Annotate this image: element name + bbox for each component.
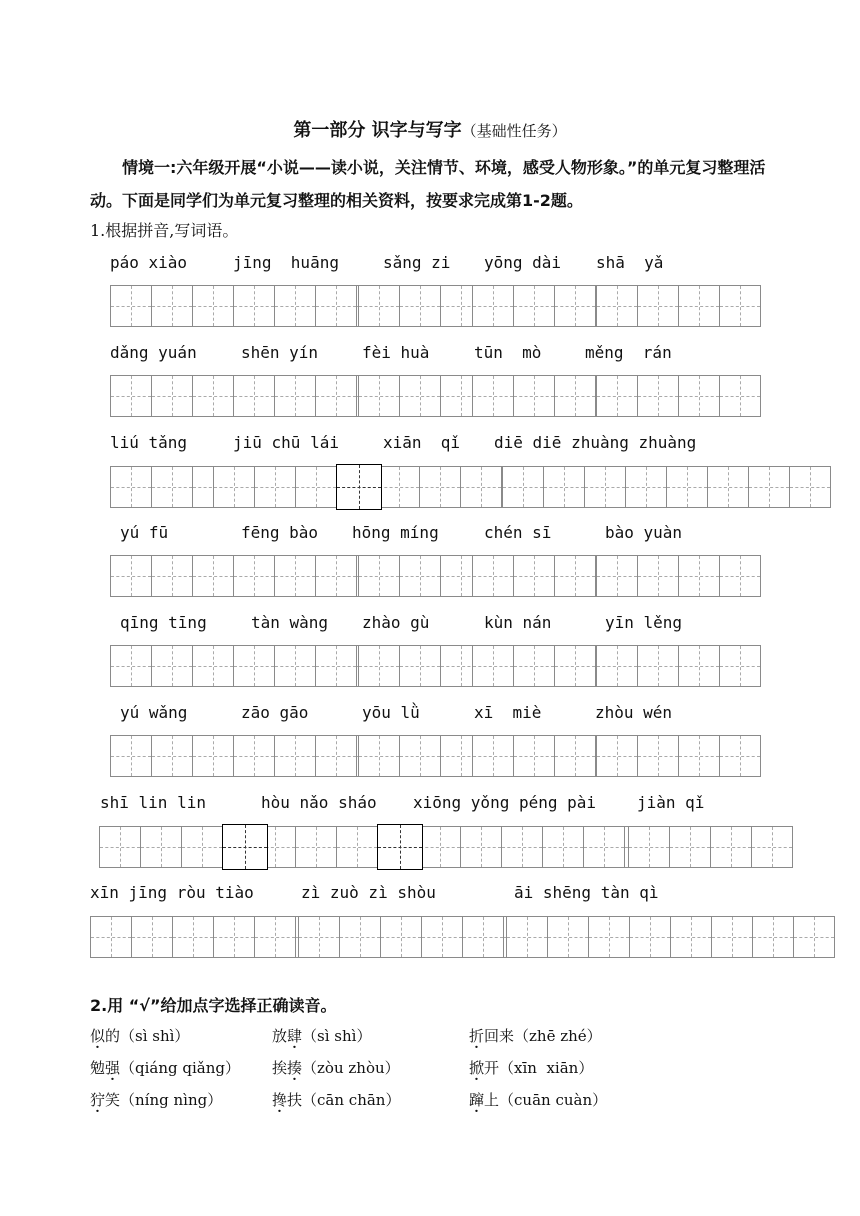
writing-cell[interactable]: [131, 916, 173, 958]
pinyin-label: fèi huà: [362, 343, 430, 362]
writing-cell[interactable]: [637, 645, 679, 687]
writing-cell[interactable]: [254, 466, 296, 508]
writing-cell[interactable]: [254, 916, 296, 958]
writing-grid: [254, 826, 423, 870]
writing-grid: [596, 735, 761, 777]
writing-cell[interactable]: [99, 826, 141, 868]
pinyin-label: shā yǎ: [596, 253, 664, 272]
pinyin-label: zāo gāo: [241, 703, 309, 722]
writing-cell[interactable]: [719, 555, 761, 597]
option-readings: 开（xīn xiān）: [484, 1059, 594, 1077]
writing-cell[interactable]: [315, 375, 357, 417]
dotted-character: 肆: [287, 1027, 303, 1045]
writing-cell[interactable]: [472, 285, 514, 327]
writing-cell[interactable]: [399, 645, 441, 687]
writing-cell[interactable]: [90, 916, 132, 958]
option-readings: 上（cuān cuàn）: [484, 1091, 608, 1109]
writing-cell[interactable]: [336, 826, 378, 868]
writing-cell[interactable]: [719, 285, 761, 327]
writing-cell[interactable]: [472, 555, 514, 597]
writing-cell[interactable]: [596, 645, 638, 687]
writing-cell[interactable]: [140, 826, 182, 868]
writing-cell[interactable]: [192, 555, 234, 597]
pronunciation-option[interactable]: [469, 1057, 593, 1078]
writing-cell[interactable]: [547, 916, 589, 958]
pinyin-label: zì zuò zì shòu: [301, 883, 436, 902]
writing-cell[interactable]: [629, 916, 671, 958]
writing-cell[interactable]: [233, 645, 275, 687]
writing-cell[interactable]: [295, 466, 337, 508]
writing-cell[interactable]: [399, 555, 441, 597]
dotted-character: 蹿: [469, 1091, 485, 1109]
writing-grid: [596, 285, 761, 327]
writing-cell[interactable]: [462, 916, 504, 958]
option-readings: 的（sì shì）: [105, 1027, 190, 1045]
writing-cell[interactable]: [274, 375, 316, 417]
writing-cell[interactable]: [678, 285, 720, 327]
writing-cell[interactable]: [358, 645, 400, 687]
writing-cell[interactable]: [554, 735, 596, 777]
writing-cell[interactable]: [554, 645, 596, 687]
pinyin-label: kùn nán: [484, 613, 552, 632]
pronunciation-option[interactable]: [272, 1057, 400, 1078]
pinyin-label: āi shēng tàn qì: [514, 883, 659, 902]
writing-cell[interactable]: [710, 826, 752, 868]
writing-cell[interactable]: [719, 735, 761, 777]
pinyin-label: jīng huāng: [233, 253, 339, 272]
writing-cell[interactable]: [502, 466, 544, 508]
writing-cell[interactable]: [151, 555, 193, 597]
writing-cell-highlight[interactable]: [377, 824, 423, 870]
writing-cell[interactable]: [711, 916, 753, 958]
writing-cell[interactable]: [637, 555, 679, 597]
writing-cell[interactable]: [315, 285, 357, 327]
writing-cell[interactable]: [151, 645, 193, 687]
writing-cell[interactable]: [719, 645, 761, 687]
writing-cell[interactable]: [233, 375, 275, 417]
pinyin-label: yīn lěng: [605, 613, 683, 632]
writing-cell[interactable]: [110, 735, 152, 777]
writing-cell[interactable]: [596, 285, 638, 327]
pinyin-label: shēn yín: [241, 343, 319, 362]
writing-cell[interactable]: [513, 375, 555, 417]
writing-cell[interactable]: [543, 466, 585, 508]
writing-cell[interactable]: [554, 375, 596, 417]
pinyin-label: zhòu wén: [595, 703, 673, 722]
writing-cell[interactable]: [637, 375, 679, 417]
dotted-character: 掀: [469, 1059, 485, 1077]
writing-cell[interactable]: [192, 285, 234, 327]
pinyin-label: yōng dài: [484, 253, 562, 272]
pinyin-label: páo xiào: [110, 253, 188, 272]
writing-cell[interactable]: [719, 375, 761, 417]
dotted-character: 狞: [90, 1091, 106, 1109]
writing-cell[interactable]: [419, 466, 461, 508]
writing-cell[interactable]: [513, 285, 555, 327]
pronunciation-option[interactable]: [90, 1089, 222, 1110]
option-prefix: 挨: [272, 1059, 288, 1077]
writing-cell[interactable]: [151, 466, 193, 508]
writing-cell[interactable]: [542, 826, 584, 868]
writing-cell[interactable]: [670, 916, 712, 958]
writing-cell[interactable]: [419, 826, 461, 868]
writing-grid: [213, 466, 382, 510]
pinyin-label: diē diē zhuàng zhuàng: [494, 433, 697, 452]
option-readings: （sì shì）: [302, 1027, 372, 1045]
pinyin-label: bào yuàn: [605, 523, 683, 542]
writing-cell[interactable]: [274, 735, 316, 777]
writing-cell[interactable]: [151, 375, 193, 417]
writing-cell[interactable]: [584, 466, 626, 508]
option-prefix: 勉: [90, 1059, 106, 1077]
writing-cell[interactable]: [181, 826, 223, 868]
writing-cell[interactable]: [339, 916, 381, 958]
pinyin-label: chén sī: [484, 523, 552, 542]
pronunciation-option[interactable]: [90, 1025, 189, 1046]
writing-cell[interactable]: [399, 285, 441, 327]
pinyin-label: xiān qǐ: [383, 433, 461, 452]
writing-cell[interactable]: [295, 826, 337, 868]
pinyin-label: měng rán: [585, 343, 672, 362]
writing-cell[interactable]: [315, 555, 357, 597]
writing-grid: [628, 826, 793, 868]
dotted-character: 强: [105, 1059, 121, 1077]
writing-cell-highlight[interactable]: [222, 824, 268, 870]
writing-cell[interactable]: [472, 375, 514, 417]
writing-cell[interactable]: [460, 466, 502, 508]
pinyin-label: hōng míng: [352, 523, 439, 542]
writing-cell[interactable]: [583, 826, 625, 868]
writing-cell[interactable]: [596, 375, 638, 417]
writing-cell[interactable]: [678, 375, 720, 417]
writing-grid: [596, 555, 761, 597]
writing-cell[interactable]: [596, 735, 638, 777]
writing-cell[interactable]: [380, 916, 422, 958]
writing-cell[interactable]: [513, 645, 555, 687]
writing-cell[interactable]: [513, 735, 555, 777]
dotted-character: 揍: [287, 1059, 303, 1077]
writing-grid: [596, 645, 761, 687]
pinyin-label: jiàn qǐ: [637, 793, 705, 812]
pronunciation-option[interactable]: [272, 1089, 400, 1110]
writing-cell[interactable]: [472, 735, 514, 777]
writing-cell[interactable]: [358, 285, 400, 327]
writing-cell[interactable]: [678, 555, 720, 597]
option-prefix: 放: [272, 1027, 288, 1045]
pronunciation-option[interactable]: [272, 1025, 371, 1046]
option-readings: （zòu zhòu）: [302, 1059, 400, 1077]
pronunciation-option[interactable]: [469, 1089, 607, 1110]
writing-cell[interactable]: [421, 916, 463, 958]
page-title: [0, 116, 860, 142]
writing-cell[interactable]: [752, 916, 794, 958]
pinyin-label: yōu lǜ: [362, 703, 420, 722]
writing-cell[interactable]: [274, 285, 316, 327]
writing-cell[interactable]: [110, 555, 152, 597]
writing-grid: [506, 916, 835, 958]
writing-cell[interactable]: [669, 826, 711, 868]
writing-cell[interactable]: [151, 285, 193, 327]
pinyin-label: xī miè: [474, 703, 542, 722]
writing-cell[interactable]: [151, 735, 193, 777]
option-readings: 扶（cān chān）: [287, 1091, 401, 1109]
pronunciation-option[interactable]: [90, 1057, 240, 1078]
writing-cell[interactable]: [751, 826, 793, 868]
pinyin-label: fēng bào: [241, 523, 319, 542]
writing-cell[interactable]: [110, 375, 152, 417]
writing-cell[interactable]: [233, 735, 275, 777]
writing-cell[interactable]: [274, 555, 316, 597]
writing-cell[interactable]: [678, 735, 720, 777]
writing-cell[interactable]: [192, 735, 234, 777]
writing-cell[interactable]: [399, 375, 441, 417]
writing-cell[interactable]: [213, 466, 255, 508]
writing-cell[interactable]: [298, 916, 340, 958]
option-readings: （qiáng qiǎng）: [120, 1059, 241, 1077]
writing-cell[interactable]: [707, 466, 749, 508]
title-main: 第一部分 识字与写字: [293, 120, 462, 141]
writing-cell[interactable]: [358, 375, 400, 417]
writing-cell[interactable]: [315, 645, 357, 687]
scenario-intro-text: 情境一:六年级开展“小说——读小说，关注情节、环境，感受人物形象。”的单元复习整理活动。下面是同学们为单元复习整理的相关资料，按要求完成第1-2题。: [90, 158, 766, 210]
writing-cell[interactable]: [793, 916, 835, 958]
writing-cell[interactable]: [399, 735, 441, 777]
option-readings: 回来（zhē zhé）: [484, 1027, 602, 1045]
writing-cell[interactable]: [110, 285, 152, 327]
writing-cell[interactable]: [378, 466, 420, 508]
writing-cell[interactable]: [678, 645, 720, 687]
writing-cell[interactable]: [506, 916, 548, 958]
writing-cell[interactable]: [628, 826, 670, 868]
writing-cell[interactable]: [315, 735, 357, 777]
writing-cell[interactable]: [192, 645, 234, 687]
writing-cell[interactable]: [501, 826, 543, 868]
pinyin-label: qīng tīng: [120, 613, 207, 632]
writing-cell[interactable]: [554, 285, 596, 327]
writing-cell[interactable]: [637, 285, 679, 327]
question-2-label: 2.用 “√”给加点字选择正确读音。: [90, 996, 337, 1015]
pinyin-label: zhào gù: [362, 613, 430, 632]
writing-cell[interactable]: [789, 466, 831, 508]
pronunciation-option[interactable]: [469, 1025, 602, 1046]
writing-cell[interactable]: [513, 555, 555, 597]
pinyin-label: jiū chū lái: [233, 433, 339, 452]
writing-cell[interactable]: [472, 645, 514, 687]
writing-cell[interactable]: [110, 645, 152, 687]
pinyin-label: tūn mò: [474, 343, 542, 362]
dotted-character: 似: [90, 1027, 106, 1045]
pinyin-label: dǎng yuán: [110, 343, 197, 362]
writing-cell-highlight[interactable]: [336, 464, 382, 510]
question-1-label: 1.根据拼音,写词语。: [90, 221, 239, 240]
writing-cell[interactable]: [172, 916, 214, 958]
title-sub: （基础性任务）: [461, 122, 567, 140]
pinyin-label: xiōng yǒng péng pài: [413, 793, 597, 812]
writing-cell[interactable]: [233, 285, 275, 327]
pinyin-label: yú wǎng: [120, 703, 188, 722]
pinyin-label: shī lin lin: [100, 793, 206, 812]
writing-cell[interactable]: [748, 466, 790, 508]
writing-cell[interactable]: [588, 916, 630, 958]
option-readings: 笑（níng nìng）: [105, 1091, 223, 1109]
dotted-character: 折: [469, 1027, 485, 1045]
writing-cell[interactable]: [666, 466, 708, 508]
pinyin-label: xīn jīng ròu tiào: [90, 883, 254, 902]
pinyin-label: sǎng zi: [383, 253, 451, 272]
writing-cell[interactable]: [596, 555, 638, 597]
dotted-character: 搀: [272, 1091, 288, 1109]
pinyin-label: yú fū: [120, 523, 169, 542]
writing-cell[interactable]: [358, 555, 400, 597]
writing-cell[interactable]: [192, 375, 234, 417]
writing-cell[interactable]: [110, 466, 152, 508]
writing-cell[interactable]: [233, 555, 275, 597]
writing-cell[interactable]: [637, 735, 679, 777]
writing-cell[interactable]: [213, 916, 255, 958]
pinyin-label: liú tǎng: [110, 433, 188, 452]
pinyin-label: hòu nǎo sháo: [261, 793, 377, 812]
writing-cell[interactable]: [460, 826, 502, 868]
writing-grid: [99, 826, 268, 870]
pinyin-label: tàn wàng: [251, 613, 329, 632]
writing-cell[interactable]: [554, 555, 596, 597]
writing-cell[interactable]: [358, 735, 400, 777]
writing-cell[interactable]: [274, 645, 316, 687]
scenario-intro: [90, 151, 790, 217]
writing-grid: [502, 466, 831, 508]
writing-grid: [596, 375, 761, 417]
writing-cell[interactable]: [625, 466, 667, 508]
